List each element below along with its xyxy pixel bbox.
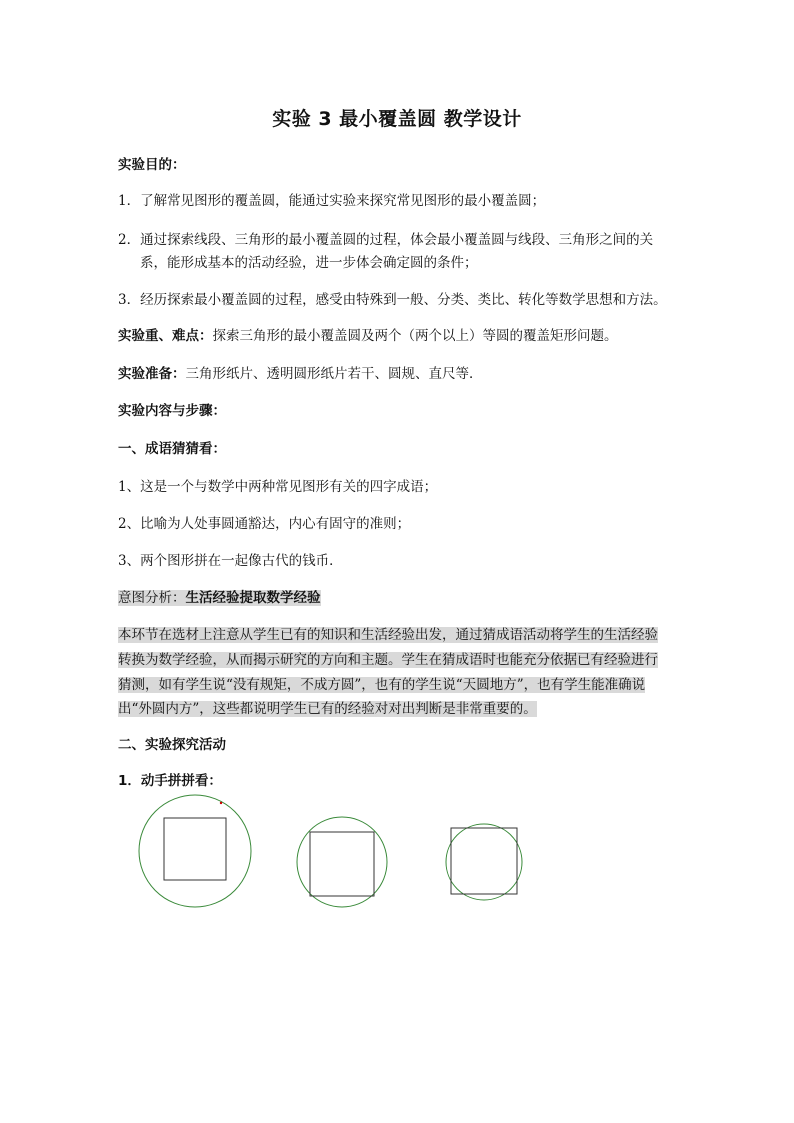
riddle-clue-1: 1、这是一个与数学中两种常见图形有关的四字成语； xyxy=(118,479,438,495)
goal-heading: 实验目的： xyxy=(118,157,186,173)
content-heading: 实验内容与步骤： xyxy=(118,403,226,419)
part1-heading: 一、成语猜猜看： xyxy=(118,441,226,457)
intent-paragraph-line-2 xyxy=(118,651,658,669)
figure-1-square xyxy=(164,818,226,880)
goal-item-2-line2: 系，能形成基本的活动经验，进一步体会确定圆的条件； xyxy=(140,255,478,271)
figure-3-circle xyxy=(446,824,522,900)
figure-1-point xyxy=(220,802,222,804)
intent-text-1: 本环节在选材上注意从学生已有的知识和生活经验出发，通过猜成语活动将学生的生活经验 xyxy=(118,627,658,643)
step1-heading: 1．动手拼拼看： xyxy=(118,773,222,789)
covering-circle-figures xyxy=(0,790,794,920)
intent-analysis-heading xyxy=(118,589,321,607)
riddle-clue-2: 2、比喻为人处事圆通豁达，内心有固守的准则； xyxy=(118,516,411,532)
preparation-text: 三角形纸片、透明圆形纸片若干、圆规、直尺等． xyxy=(185,366,483,382)
intent-title: 生活经验提取数学经验 xyxy=(185,590,321,606)
figure-3-overlapping-circle xyxy=(446,824,522,900)
intent-text-2: 转换为数学经验，从而揭示研究的方向和主题。学生在猜成语时也能充分依据已有经验进行 xyxy=(118,652,658,668)
riddle-clue-3: 3、两个图形拼在一起像古代的钱币． xyxy=(118,553,343,569)
goal-item-1: 1．了解常见图形的覆盖圆，能通过实验来探究常见图形的最小覆盖圆； xyxy=(118,193,546,209)
intent-label: 意图分析： xyxy=(118,590,186,606)
intent-text-4: 出“外圆内方”，这些都说明学生已有的经验对对出判断是非常重要的。 xyxy=(118,701,537,717)
key-points-text: 探索三角形的最小覆盖圆及两个（两个以上）等圆的覆盖矩形问题。 xyxy=(212,328,618,344)
figure-2-circumscribed-circle xyxy=(297,817,387,907)
key-points xyxy=(118,327,618,345)
page-title: 实验 3 最小覆盖圆 教学设计 xyxy=(272,108,522,130)
intent-paragraph-line-1 xyxy=(118,626,658,644)
goal-item-2-line1: 2．通过探索线段、三角形的最小覆盖圆的过程，体会最小覆盖圆与线段、三角形之间的关 xyxy=(118,232,654,248)
intent-paragraph-line-3 xyxy=(118,676,645,694)
key-points-label: 实验重、难点： xyxy=(118,328,213,344)
preparation-label: 实验准备： xyxy=(118,366,186,382)
goal-item-3: 3．经历探索最小覆盖圆的过程，感受由特殊到一般、分类、类比、转化等数学思想和方法。 xyxy=(118,292,667,308)
figure-1-circle-around-square xyxy=(139,795,251,907)
figure-2-square xyxy=(310,832,374,896)
intent-text-3: 猜测，如有学生说“没有规矩，不成方圆”，也有的学生说“天圆地方”，也有学生能准确说 xyxy=(118,677,646,693)
figure-3-square xyxy=(451,828,517,894)
intent-paragraph-line-4 xyxy=(118,700,537,718)
part2-heading: 二、实验探究活动 xyxy=(118,737,226,753)
figure-1-circle xyxy=(139,795,251,907)
preparation xyxy=(118,365,483,383)
